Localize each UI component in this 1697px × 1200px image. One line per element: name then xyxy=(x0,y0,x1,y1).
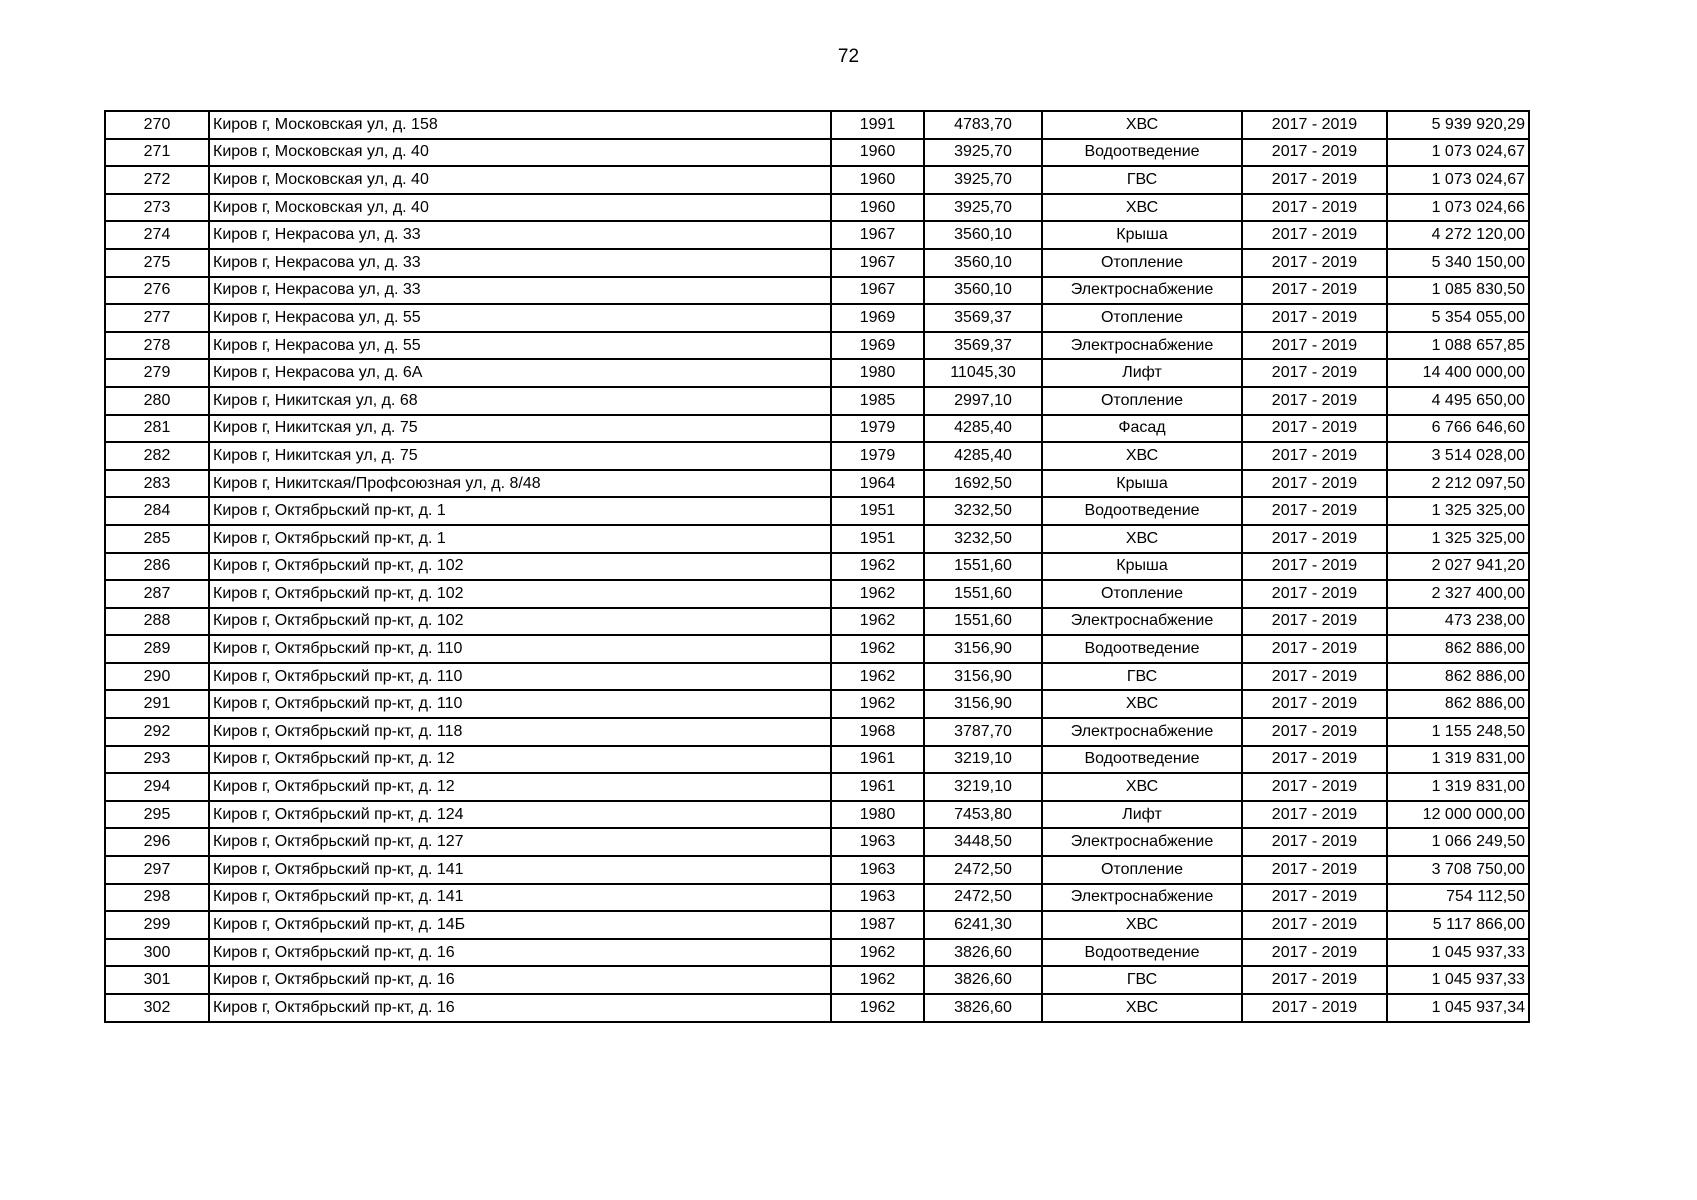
row-number-cell: 292 xyxy=(105,718,209,746)
area-cell: 11045,30 xyxy=(924,359,1042,387)
row-number-cell: 298 xyxy=(105,884,209,912)
work-type-cell: ГВС xyxy=(1042,166,1242,194)
work-type-cell: Электроснабжение xyxy=(1042,718,1242,746)
period-cell: 2017 - 2019 xyxy=(1242,690,1387,718)
address-cell: Киров г, Никитская ул, д. 68 xyxy=(209,387,831,415)
row-number-cell: 276 xyxy=(105,277,209,305)
address-cell: Киров г, Октябрьский пр-кт, д. 1 xyxy=(209,525,831,553)
period-cell: 2017 - 2019 xyxy=(1242,304,1387,332)
cost-cell: 5 354 055,00 xyxy=(1387,304,1529,332)
row-number-cell: 288 xyxy=(105,608,209,636)
year-built-cell: 1985 xyxy=(831,387,924,415)
cost-cell: 1 073 024,66 xyxy=(1387,194,1529,222)
cost-cell: 2 327 400,00 xyxy=(1387,580,1529,608)
cost-cell: 1 045 937,34 xyxy=(1387,994,1529,1022)
address-cell: Киров г, Октябрьский пр-кт, д. 141 xyxy=(209,856,831,884)
area-cell: 2472,50 xyxy=(924,856,1042,884)
cost-cell: 1 088 657,85 xyxy=(1387,332,1529,360)
work-type-cell: ГВС xyxy=(1042,663,1242,691)
table-row xyxy=(105,415,1529,443)
row-number-cell: 291 xyxy=(105,690,209,718)
year-built-cell: 1963 xyxy=(831,856,924,884)
cost-cell: 1 045 937,33 xyxy=(1387,966,1529,994)
table-row xyxy=(105,359,1529,387)
table-row xyxy=(105,553,1529,581)
year-built-cell: 1979 xyxy=(831,415,924,443)
address-cell: Киров г, Октябрьский пр-кт, д. 1 xyxy=(209,497,831,525)
table-row xyxy=(105,828,1529,856)
cost-cell: 4 272 120,00 xyxy=(1387,221,1529,249)
year-built-cell: 1962 xyxy=(831,635,924,663)
year-built-cell: 1963 xyxy=(831,884,924,912)
year-built-cell: 1967 xyxy=(831,277,924,305)
address-cell: Киров г, Некрасова ул, д. 33 xyxy=(209,249,831,277)
address-cell: Киров г, Октябрьский пр-кт, д. 127 xyxy=(209,828,831,856)
address-cell: Киров г, Некрасова ул, д. 33 xyxy=(209,277,831,305)
cost-cell: 1 073 024,67 xyxy=(1387,139,1529,167)
area-cell: 1692,50 xyxy=(924,470,1042,498)
area-cell: 3826,60 xyxy=(924,966,1042,994)
table-body xyxy=(105,111,1529,1022)
work-type-cell: Электроснабжение xyxy=(1042,277,1242,305)
period-cell: 2017 - 2019 xyxy=(1242,359,1387,387)
year-built-cell: 1960 xyxy=(831,166,924,194)
cost-cell: 2 212 097,50 xyxy=(1387,470,1529,498)
cost-cell: 473 238,00 xyxy=(1387,608,1529,636)
row-number-cell: 273 xyxy=(105,194,209,222)
period-cell: 2017 - 2019 xyxy=(1242,249,1387,277)
address-cell: Киров г, Октябрьский пр-кт, д. 118 xyxy=(209,718,831,746)
address-cell: Киров г, Московская ул, д. 40 xyxy=(209,194,831,222)
year-built-cell: 1969 xyxy=(831,332,924,360)
table-row xyxy=(105,856,1529,884)
address-cell: Киров г, Некрасова ул, д. 33 xyxy=(209,221,831,249)
address-cell: Киров г, Никитская ул, д. 75 xyxy=(209,442,831,470)
work-type-cell: Водоотведение xyxy=(1042,139,1242,167)
row-number-cell: 277 xyxy=(105,304,209,332)
row-number-cell: 302 xyxy=(105,994,209,1022)
address-cell: Киров г, Октябрьский пр-кт, д. 12 xyxy=(209,746,831,774)
row-number-cell: 284 xyxy=(105,497,209,525)
work-type-cell: Отопление xyxy=(1042,249,1242,277)
table-row xyxy=(105,497,1529,525)
area-cell: 3560,10 xyxy=(924,277,1042,305)
row-number-cell: 285 xyxy=(105,525,209,553)
row-number-cell: 299 xyxy=(105,911,209,939)
period-cell: 2017 - 2019 xyxy=(1242,635,1387,663)
cost-cell: 1 085 830,50 xyxy=(1387,277,1529,305)
period-cell: 2017 - 2019 xyxy=(1242,801,1387,829)
row-number-cell: 300 xyxy=(105,939,209,967)
row-number-cell: 271 xyxy=(105,139,209,167)
address-cell: Киров г, Никитская ул, д. 75 xyxy=(209,415,831,443)
table-row xyxy=(105,277,1529,305)
table-row xyxy=(105,249,1529,277)
period-cell: 2017 - 2019 xyxy=(1242,277,1387,305)
year-built-cell: 1962 xyxy=(831,553,924,581)
work-type-cell: Водоотведение xyxy=(1042,635,1242,663)
cost-cell: 3 708 750,00 xyxy=(1387,856,1529,884)
year-built-cell: 1961 xyxy=(831,746,924,774)
area-cell: 3826,60 xyxy=(924,939,1042,967)
address-cell: Киров г, Московская ул, д. 158 xyxy=(209,111,831,139)
work-type-cell: ХВС xyxy=(1042,442,1242,470)
work-type-cell: Лифт xyxy=(1042,359,1242,387)
work-type-cell: ХВС xyxy=(1042,525,1242,553)
area-cell: 1551,60 xyxy=(924,553,1042,581)
period-cell: 2017 - 2019 xyxy=(1242,994,1387,1022)
table-row xyxy=(105,194,1529,222)
row-number-cell: 286 xyxy=(105,553,209,581)
cost-cell: 862 886,00 xyxy=(1387,635,1529,663)
period-cell: 2017 - 2019 xyxy=(1242,166,1387,194)
period-cell: 2017 - 2019 xyxy=(1242,470,1387,498)
work-type-cell: Водоотведение xyxy=(1042,939,1242,967)
address-cell: Киров г, Некрасова ул, д. 55 xyxy=(209,304,831,332)
table-row xyxy=(105,608,1529,636)
address-cell: Киров г, Некрасова ул, д. 55 xyxy=(209,332,831,360)
period-cell: 2017 - 2019 xyxy=(1242,884,1387,912)
year-built-cell: 1987 xyxy=(831,911,924,939)
cost-cell: 1 319 831,00 xyxy=(1387,746,1529,774)
cost-cell: 1 066 249,50 xyxy=(1387,828,1529,856)
table-row xyxy=(105,966,1529,994)
cost-cell: 1 325 325,00 xyxy=(1387,497,1529,525)
year-built-cell: 1962 xyxy=(831,580,924,608)
table-row xyxy=(105,663,1529,691)
row-number-cell: 282 xyxy=(105,442,209,470)
table-row xyxy=(105,166,1529,194)
table-row xyxy=(105,801,1529,829)
table-row xyxy=(105,221,1529,249)
row-number-cell: 281 xyxy=(105,415,209,443)
table-row xyxy=(105,994,1529,1022)
address-cell: Киров г, Октябрьский пр-кт, д. 102 xyxy=(209,580,831,608)
table-row xyxy=(105,911,1529,939)
year-built-cell: 1964 xyxy=(831,470,924,498)
row-number-cell: 301 xyxy=(105,966,209,994)
work-type-cell: Электроснабжение xyxy=(1042,828,1242,856)
period-cell: 2017 - 2019 xyxy=(1242,111,1387,139)
year-built-cell: 1963 xyxy=(831,828,924,856)
area-cell: 7453,80 xyxy=(924,801,1042,829)
area-cell: 3560,10 xyxy=(924,249,1042,277)
period-cell: 2017 - 2019 xyxy=(1242,856,1387,884)
year-built-cell: 1969 xyxy=(831,304,924,332)
year-built-cell: 1962 xyxy=(831,608,924,636)
year-built-cell: 1951 xyxy=(831,497,924,525)
work-type-cell: Крыша xyxy=(1042,221,1242,249)
address-cell: Киров г, Октябрьский пр-кт, д. 16 xyxy=(209,994,831,1022)
work-type-cell: Крыша xyxy=(1042,470,1242,498)
area-cell: 6241,30 xyxy=(924,911,1042,939)
area-cell: 1551,60 xyxy=(924,608,1042,636)
cost-cell: 1 325 325,00 xyxy=(1387,525,1529,553)
work-type-cell: ХВС xyxy=(1042,773,1242,801)
work-type-cell: ХВС xyxy=(1042,111,1242,139)
table-row xyxy=(105,773,1529,801)
work-type-cell: ХВС xyxy=(1042,911,1242,939)
year-built-cell: 1962 xyxy=(831,663,924,691)
period-cell: 2017 - 2019 xyxy=(1242,966,1387,994)
cost-cell: 1 155 248,50 xyxy=(1387,718,1529,746)
period-cell: 2017 - 2019 xyxy=(1242,442,1387,470)
area-cell: 3787,70 xyxy=(924,718,1042,746)
address-cell: Киров г, Октябрьский пр-кт, д. 14Б xyxy=(209,911,831,939)
address-cell: Киров г, Октябрьский пр-кт, д. 16 xyxy=(209,939,831,967)
area-cell: 3925,70 xyxy=(924,139,1042,167)
period-cell: 2017 - 2019 xyxy=(1242,221,1387,249)
table-row xyxy=(105,718,1529,746)
address-cell: Киров г, Октябрьский пр-кт, д. 102 xyxy=(209,608,831,636)
area-cell: 3156,90 xyxy=(924,635,1042,663)
year-built-cell: 1991 xyxy=(831,111,924,139)
area-cell: 3569,37 xyxy=(924,332,1042,360)
address-cell: Киров г, Октябрьский пр-кт, д. 12 xyxy=(209,773,831,801)
period-cell: 2017 - 2019 xyxy=(1242,828,1387,856)
year-built-cell: 1979 xyxy=(831,442,924,470)
address-cell: Киров г, Октябрьский пр-кт, д. 110 xyxy=(209,635,831,663)
cost-cell: 5 340 150,00 xyxy=(1387,249,1529,277)
row-number-cell: 283 xyxy=(105,470,209,498)
area-cell: 3219,10 xyxy=(924,773,1042,801)
table-row xyxy=(105,111,1529,139)
table-row xyxy=(105,332,1529,360)
address-cell: Киров г, Октябрьский пр-кт, д. 124 xyxy=(209,801,831,829)
area-cell: 2997,10 xyxy=(924,387,1042,415)
area-cell: 4783,70 xyxy=(924,111,1042,139)
table-row xyxy=(105,884,1529,912)
row-number-cell: 280 xyxy=(105,387,209,415)
year-built-cell: 1962 xyxy=(831,994,924,1022)
work-type-cell: Электроснабжение xyxy=(1042,884,1242,912)
row-number-cell: 290 xyxy=(105,663,209,691)
work-type-cell: Отопление xyxy=(1042,304,1242,332)
period-cell: 2017 - 2019 xyxy=(1242,525,1387,553)
period-cell: 2017 - 2019 xyxy=(1242,194,1387,222)
address-cell: Киров г, Октябрьский пр-кт, д. 110 xyxy=(209,690,831,718)
period-cell: 2017 - 2019 xyxy=(1242,332,1387,360)
address-cell: Киров г, Московская ул, д. 40 xyxy=(209,166,831,194)
work-type-cell: Водоотведение xyxy=(1042,497,1242,525)
cost-cell: 1 073 024,67 xyxy=(1387,166,1529,194)
address-cell: Киров г, Некрасова ул, д. 6А xyxy=(209,359,831,387)
address-cell: Киров г, Октябрьский пр-кт, д. 141 xyxy=(209,884,831,912)
table-row xyxy=(105,304,1529,332)
cost-cell: 862 886,00 xyxy=(1387,690,1529,718)
work-type-cell: Крыша xyxy=(1042,553,1242,581)
area-cell: 3232,50 xyxy=(924,525,1042,553)
table-row xyxy=(105,442,1529,470)
year-built-cell: 1967 xyxy=(831,249,924,277)
work-type-cell: ХВС xyxy=(1042,194,1242,222)
year-built-cell: 1960 xyxy=(831,139,924,167)
area-cell: 3560,10 xyxy=(924,221,1042,249)
area-cell: 3448,50 xyxy=(924,828,1042,856)
cost-cell: 862 886,00 xyxy=(1387,663,1529,691)
period-cell: 2017 - 2019 xyxy=(1242,939,1387,967)
page-number: 72 xyxy=(837,46,860,67)
period-cell: 2017 - 2019 xyxy=(1242,497,1387,525)
area-cell: 3925,70 xyxy=(924,194,1042,222)
year-built-cell: 1980 xyxy=(831,359,924,387)
area-cell: 3219,10 xyxy=(924,746,1042,774)
work-type-cell: Водоотведение xyxy=(1042,746,1242,774)
row-number-cell: 295 xyxy=(105,801,209,829)
year-built-cell: 1951 xyxy=(831,525,924,553)
repair-schedule-table xyxy=(104,110,1530,1023)
cost-cell: 1 319 831,00 xyxy=(1387,773,1529,801)
period-cell: 2017 - 2019 xyxy=(1242,387,1387,415)
area-cell: 3826,60 xyxy=(924,994,1042,1022)
row-number-cell: 289 xyxy=(105,635,209,663)
row-number-cell: 296 xyxy=(105,828,209,856)
area-cell: 3569,37 xyxy=(924,304,1042,332)
area-cell: 3156,90 xyxy=(924,690,1042,718)
area-cell: 3925,70 xyxy=(924,166,1042,194)
work-type-cell: Отопление xyxy=(1042,580,1242,608)
table-row xyxy=(105,387,1529,415)
year-built-cell: 1968 xyxy=(831,718,924,746)
row-number-cell: 297 xyxy=(105,856,209,884)
work-type-cell: Лифт xyxy=(1042,801,1242,829)
cost-cell: 6 766 646,60 xyxy=(1387,415,1529,443)
year-built-cell: 1967 xyxy=(831,221,924,249)
table-row xyxy=(105,470,1529,498)
row-number-cell: 294 xyxy=(105,773,209,801)
period-cell: 2017 - 2019 xyxy=(1242,746,1387,774)
year-built-cell: 1962 xyxy=(831,690,924,718)
cost-cell: 2 027 941,20 xyxy=(1387,553,1529,581)
address-cell: Киров г, Московская ул, д. 40 xyxy=(209,139,831,167)
work-type-cell: Электроснабжение xyxy=(1042,332,1242,360)
address-cell: Киров г, Октябрьский пр-кт, д. 110 xyxy=(209,663,831,691)
work-type-cell: ХВС xyxy=(1042,994,1242,1022)
period-cell: 2017 - 2019 xyxy=(1242,773,1387,801)
period-cell: 2017 - 2019 xyxy=(1242,663,1387,691)
address-cell: Киров г, Никитская/Профсоюзная ул, д. 8/48 xyxy=(209,470,831,498)
year-built-cell: 1960 xyxy=(831,194,924,222)
table-row xyxy=(105,939,1529,967)
period-cell: 2017 - 2019 xyxy=(1242,608,1387,636)
work-type-cell: Отопление xyxy=(1042,387,1242,415)
table-row xyxy=(105,635,1529,663)
year-built-cell: 1962 xyxy=(831,966,924,994)
period-cell: 2017 - 2019 xyxy=(1242,553,1387,581)
area-cell: 1551,60 xyxy=(924,580,1042,608)
work-type-cell: Электроснабжение xyxy=(1042,608,1242,636)
work-type-cell: Фасад xyxy=(1042,415,1242,443)
cost-cell: 1 045 937,33 xyxy=(1387,939,1529,967)
work-type-cell: ГВС xyxy=(1042,966,1242,994)
row-number-cell: 272 xyxy=(105,166,209,194)
address-cell: Киров г, Октябрьский пр-кт, д. 102 xyxy=(209,553,831,581)
year-built-cell: 1980 xyxy=(831,801,924,829)
area-cell: 4285,40 xyxy=(924,442,1042,470)
cost-cell: 12 000 000,00 xyxy=(1387,801,1529,829)
year-built-cell: 1961 xyxy=(831,773,924,801)
table-row xyxy=(105,580,1529,608)
table-row xyxy=(105,690,1529,718)
table-row xyxy=(105,139,1529,167)
area-cell: 2472,50 xyxy=(924,884,1042,912)
row-number-cell: 275 xyxy=(105,249,209,277)
row-number-cell: 287 xyxy=(105,580,209,608)
row-number-cell: 279 xyxy=(105,359,209,387)
area-cell: 4285,40 xyxy=(924,415,1042,443)
period-cell: 2017 - 2019 xyxy=(1242,718,1387,746)
period-cell: 2017 - 2019 xyxy=(1242,415,1387,443)
work-type-cell: Отопление xyxy=(1042,856,1242,884)
cost-cell: 4 495 650,00 xyxy=(1387,387,1529,415)
cost-cell: 754 112,50 xyxy=(1387,884,1529,912)
period-cell: 2017 - 2019 xyxy=(1242,911,1387,939)
row-number-cell: 293 xyxy=(105,746,209,774)
row-number-cell: 278 xyxy=(105,332,209,360)
row-number-cell: 270 xyxy=(105,111,209,139)
work-type-cell: ХВС xyxy=(1042,690,1242,718)
table-row xyxy=(105,525,1529,553)
table-row xyxy=(105,746,1529,774)
cost-cell: 5 117 866,00 xyxy=(1387,911,1529,939)
cost-cell: 5 939 920,29 xyxy=(1387,111,1529,139)
period-cell: 2017 - 2019 xyxy=(1242,580,1387,608)
period-cell: 2017 - 2019 xyxy=(1242,139,1387,167)
area-cell: 3156,90 xyxy=(924,663,1042,691)
cost-cell: 14 400 000,00 xyxy=(1387,359,1529,387)
year-built-cell: 1962 xyxy=(831,939,924,967)
address-cell: Киров г, Октябрьский пр-кт, д. 16 xyxy=(209,966,831,994)
row-number-cell: 274 xyxy=(105,221,209,249)
area-cell: 3232,50 xyxy=(924,497,1042,525)
cost-cell: 3 514 028,00 xyxy=(1387,442,1529,470)
